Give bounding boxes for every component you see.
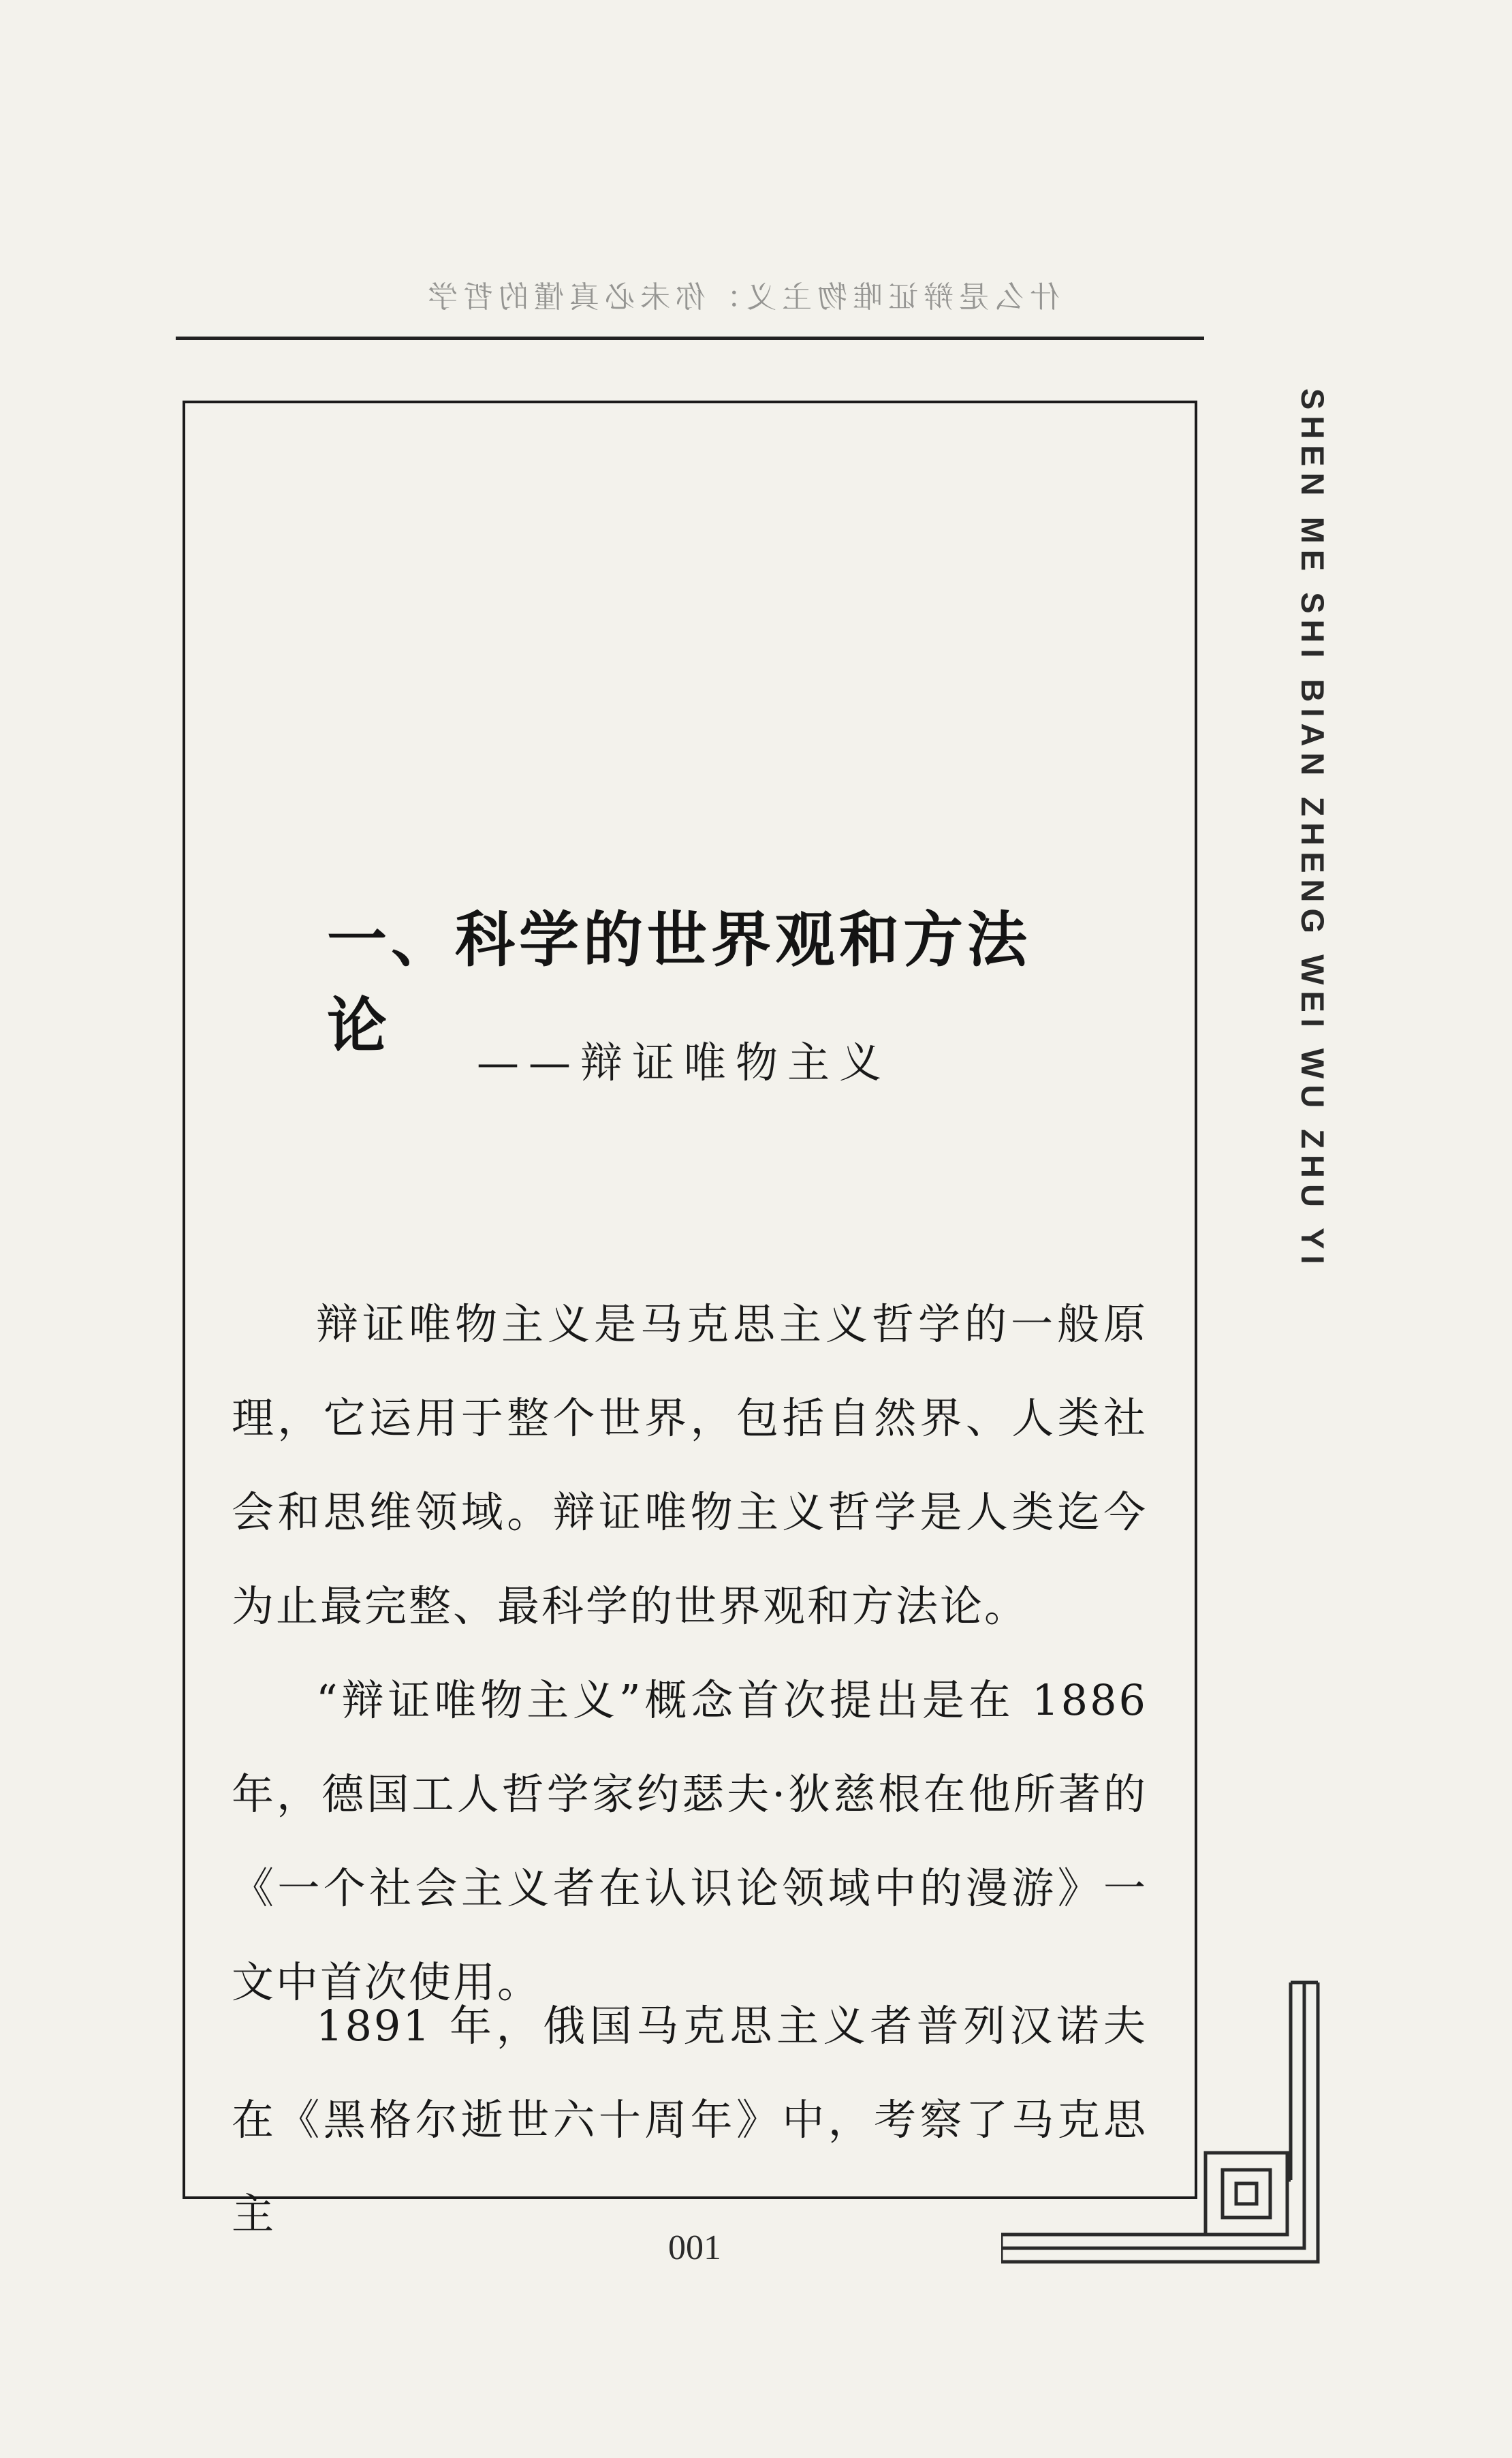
side-pinyin-label: SHEN ME SHI BIAN ZHENG WEI WU ZHU YI	[1295, 388, 1331, 1271]
corner-ornament-icon	[1001, 1976, 1355, 2275]
running-header: 什么是辩证唯物主义：你未必真懂的哲学	[422, 280, 1060, 315]
chapter-subtitle: ——辩证唯物主义	[477, 1038, 892, 1087]
paragraph: 辩证唯物主义是马克思主义哲学的一般原理，它运用于整个世界，包括自然界、人类社会和思维领域。辩证唯物主义哲学是人类迄今为止最完整、最科学的世界观和方法论。	[232, 1299, 1148, 1631]
bleed-through-decoration	[225, 463, 1137, 504]
page-number: 001	[668, 2228, 721, 2267]
header-rule	[176, 337, 1204, 340]
paragraph: “辩证唯物主义”概念首次提出是在 1886 年，德国工人哲学家约瑟夫·狄慈根在他所著的《一个社会主义者在认识论领域中的漫游》一文中首次使用。	[232, 1675, 1148, 2007]
chapter-title: 一、科学的世界观和方法论	[327, 905, 1032, 1061]
paragraph: 1891 年，俄国马克思主义者普列汉诺夫在《黑格尔逝世六十周年》中，考察了马克思主	[232, 2001, 1148, 2239]
